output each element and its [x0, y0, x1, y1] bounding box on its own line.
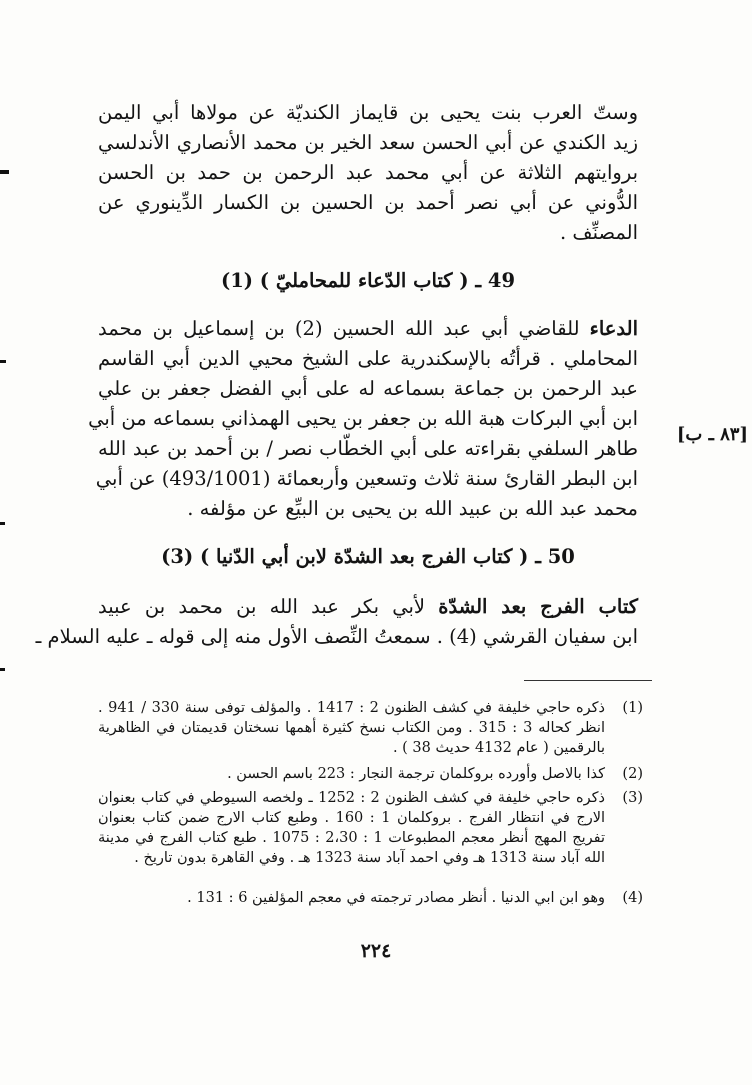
footnote [98, 888, 643, 908]
footnote-text: وهو ابن ابي الدنيا . أنظر مصادر ترجمته في معجم المؤلفين 6 : 131 . [187, 890, 605, 906]
footnote-text: كذا بالاصل وأورده بروكلمان ترجمة النجار : 223 باسم الحسن . [227, 766, 605, 782]
section-49-line: المحاملي . قرأتُه بالإسكندرية على الشيخ محيي الدين أبي القاسم [98, 347, 638, 370]
section-49-line: عبد الرحمن بن جماعة بسماعه له على أبي الفضل جعفر بن علي [98, 377, 638, 400]
section-49-line: طاهر السلفي بقراءته على أبي الخطّاب نصر / بن أحمد بن عبد الله [98, 437, 638, 460]
line-text: لأبي بكر عبد الله بن محمد بن عبيد [98, 595, 426, 618]
body-line: زيد الكندي عن أبي الحسن سعد الخير بن محمد الأنصاري الأندلسي [98, 131, 638, 154]
body-line: بروايتهم الثلاثة عن أبي محمد عبد الرحمن بن حمد بن الحسن [98, 161, 638, 184]
page-number: ٢٢٤ [360, 940, 392, 962]
footnote [98, 788, 643, 868]
scan-mark [0, 668, 5, 671]
footnote-number: (1) [622, 700, 643, 716]
scan-mark [0, 522, 5, 525]
margin-folio-note: [٨٣ ـ ب] [676, 424, 748, 445]
line-text: للقاضي أبي عبد الله الحسين (2) بن إسماعيل بن محمد [98, 317, 580, 340]
footnote [98, 698, 643, 758]
footnote-number: (2) [622, 766, 643, 782]
body-line: الدُّوني عن أبي نصر أحمد بن الحسين بن الكسار الدِّينوري عن [98, 191, 638, 214]
section-50-line: ابن سفيان القرشي (4) . سمعتُ النِّصف الأول منه إلى قوله ـ عليه السلام ـ [35, 625, 638, 648]
section-50-heading: 50 ـ ( كتاب الفرج بعد الشدّة لابن أبي الدّنيا ) (3) [161, 545, 575, 568]
section-50-line [98, 592, 638, 622]
footnote-text: ذكره حاجي خليفة في كشف الظنون 2 : 1252 ـ ولخصه السيوطي في كتاب بعنوان الارج في انتظار الفرج . بروكلمان 1 : 160 . وطبع كتاب الارج ضمن كتاب بعنوان تفريج المهج أنظر معجم المطبوعات 1 : 2،30 : 1075 . طبع كتاب الفرج في مدينة الله آباد سنة 1313 هـ وفي احمد آباد سنة 1323 هـ . وفي القاهرة بدون تاريخ . [98, 790, 606, 866]
section-49-line: محمد عبد الله بن عبيد الله بن يحيى بن البيِّع عن مؤلفه . [187, 497, 638, 520]
body-line: المصنِّف . [559, 221, 638, 244]
footnote-divider [524, 680, 652, 681]
footnote-number: (4) [622, 890, 643, 906]
scan-mark [0, 170, 9, 174]
section-49-line: ابن أبي البركات هبة الله بن جعفر بن يحيى الهمذاني بسماعه من أبي [88, 407, 638, 430]
lead-word: كتاب الفرج بعد الشدّة [438, 595, 638, 618]
section-49-heading: 49 ـ ( كتاب الدّعاء للمحامليّ ) (1) [220, 269, 516, 292]
section-49-line: ابن البطر القارئ سنة ثلاث وتسعين وأربعمائة (493/1001) عن أبي [95, 467, 638, 490]
footnote [98, 764, 643, 784]
body-line: وستّ العرب بنت يحيى بن قايماز الكنديّة عن مولاها أبي اليمن [98, 101, 638, 124]
footnote-number: (3) [622, 790, 643, 806]
lead-word: الدعاء [589, 317, 639, 340]
section-49-line [98, 314, 638, 344]
scan-mark [0, 360, 6, 363]
footnote-text: ذكره حاجي خليفة في كشف الظنون 2 : 1417 . والمؤلف توفى سنة 330 / 941 . انظر كحاله 3 : 315 . ومن الكتاب نسخ كثيرة أهمها نسختان قديمتان في الظاهرية بالرقمين ( عام 4132 حديث 38 ) . [98, 700, 606, 756]
